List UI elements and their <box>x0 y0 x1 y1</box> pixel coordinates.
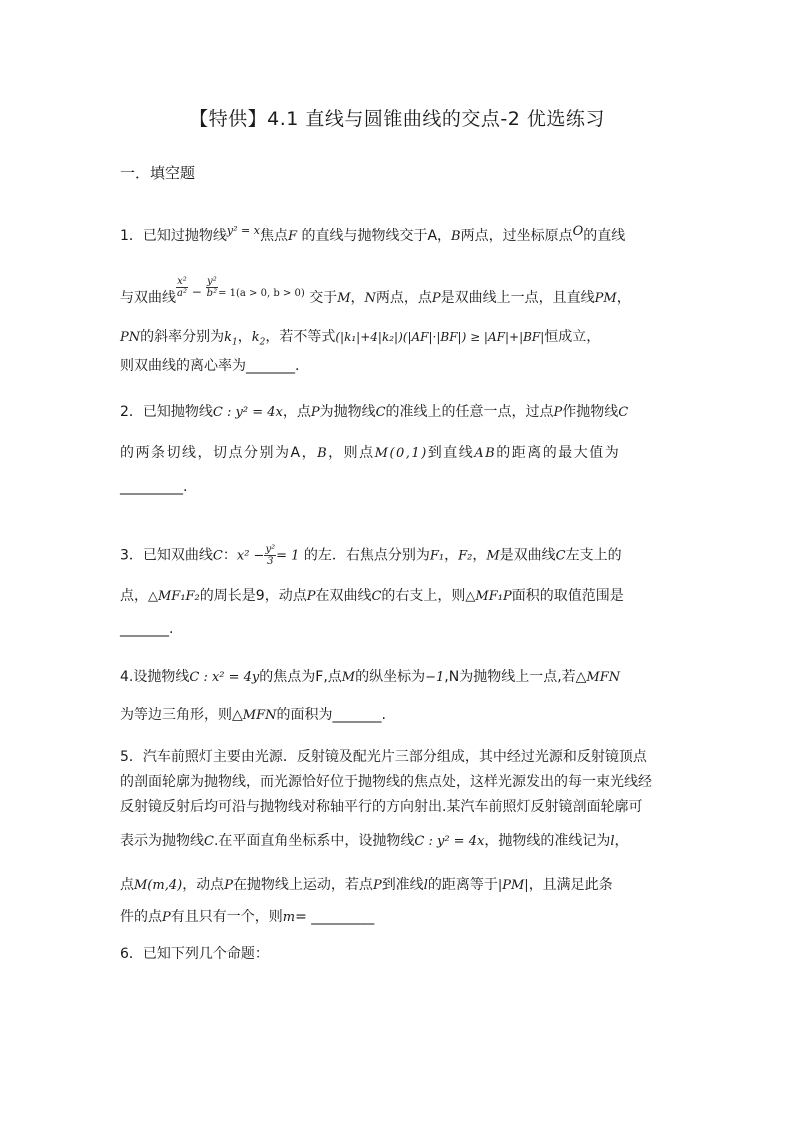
math: l <box>610 834 615 849</box>
fraction: $\frac{\text{y²}}{\text{b²}}$ <box>206 276 218 299</box>
text: ，且满足此条 <box>528 877 613 893</box>
math: B <box>317 446 329 461</box>
q3-line-2 <box>120 585 685 608</box>
text: 的距离的最大值为 <box>496 445 621 461</box>
text: ， <box>614 833 629 849</box>
math: k <box>251 330 260 345</box>
text: ， <box>472 547 487 564</box>
text: 的两条切线，切点分别为A， <box>120 445 318 461</box>
math: M <box>337 291 351 306</box>
math: B <box>451 229 461 244</box>
text: 的直线与抛物线交于A， <box>301 228 452 244</box>
q2-line-2 <box>120 442 685 465</box>
math: C <box>555 548 566 564</box>
math: P <box>162 910 171 925</box>
math: |PM| <box>497 878 529 893</box>
page-title: 【特供】4.1 直线与圆锥曲线的交点-2 优选练习 <box>189 108 605 130</box>
text: 在抛物线上运动，若点 <box>232 877 373 893</box>
q5-line-5 <box>120 874 685 897</box>
q5-line-2: 的剖面轮廓为抛物线，而光源恰好位于抛物线的焦点处，这样光源发出的每一束光线经 <box>120 774 652 790</box>
math: P <box>310 405 320 420</box>
text: 的右支上，则 <box>381 588 466 604</box>
text: ，动点 <box>182 877 225 893</box>
text: 焦点 <box>259 228 288 244</box>
math: △MF₁P <box>465 589 512 604</box>
math: C <box>371 589 382 604</box>
text: 与双曲线 <box>120 290 176 306</box>
math: y² = x <box>226 224 260 237</box>
text: 的周长是9，动点 <box>199 588 307 604</box>
text: 件的点 <box>120 909 162 925</box>
text: 左支上的 <box>565 547 622 564</box>
q1-line-3 <box>120 326 685 354</box>
q1-line-2: 与双曲线 $\frac{\text{x²}}{\text{a²}}$ − $\frac{\text{y²}}{\text{b²}}$ $^{= 1(a > 0, b > 0)}$ 交于M，N两点，点P是双曲线上一点，且直线PM， <box>120 276 631 306</box>
text: 为抛物线 <box>319 404 376 420</box>
math: −1 <box>425 670 445 685</box>
math: C <box>618 405 629 420</box>
text: ： <box>222 547 237 564</box>
math: C <box>375 405 386 420</box>
text: 交于 <box>309 290 338 306</box>
math: P <box>372 878 382 893</box>
text: 表示为抛物线 <box>120 833 204 849</box>
q3-line-3: _______. <box>120 621 174 637</box>
text: ， <box>237 329 252 345</box>
math: PN <box>120 330 141 345</box>
q4-line-2 <box>120 704 685 727</box>
math: l <box>423 878 428 893</box>
q4-line-1 <box>120 666 685 689</box>
math: (|k₁|+4|k₂|)(|AF|·|BF|) ≥ |AF|+|BF| <box>335 330 545 344</box>
math: P <box>431 291 441 306</box>
math: x² − <box>236 548 265 564</box>
q5-line-6 <box>120 906 685 929</box>
math: F <box>287 229 297 244</box>
q1-line-4: 则双曲线的离心率为_______. <box>120 358 300 374</box>
math: C : y² = 4x <box>212 405 283 420</box>
math: AB <box>474 446 497 461</box>
q5-line-3: 反射镜反射后均可沿与抛物线对称轴平行的方向射出.某汽车前照灯反射镜剖面轮廓可 <box>120 799 643 815</box>
math: F₂ <box>458 548 473 564</box>
fraction: $\frac{\text{x²}}{\text{a²}}$ <box>177 276 187 299</box>
text: 是双曲线上一点，且直线 <box>440 290 595 306</box>
text: 1．已知过抛物线 <box>120 228 227 244</box>
text: 是双曲线 <box>499 547 556 564</box>
text: .在平面直角坐标系中，设抛物线 <box>213 833 415 849</box>
math: MFN <box>586 670 621 685</box>
text: ，点 <box>282 404 311 420</box>
text: 两点，点 <box>375 290 432 306</box>
text: = _________ <box>295 909 375 925</box>
text: 在双曲线 <box>315 588 372 604</box>
text: ， <box>350 290 365 306</box>
math: P <box>553 405 563 420</box>
math: C <box>204 834 214 849</box>
math: $k_2$ <box>251 330 266 348</box>
math: PM <box>594 291 617 306</box>
math: P <box>306 589 316 604</box>
text: 的面积为_______. <box>276 707 386 723</box>
q5-line-4 <box>120 830 685 853</box>
text: ， <box>444 547 459 564</box>
math: MFN <box>242 708 277 723</box>
math: $k_1$ <box>224 330 238 348</box>
text: 作抛物线 <box>562 404 619 420</box>
math: C <box>212 548 223 564</box>
math: M <box>486 548 500 564</box>
text: 的直线 <box>583 228 626 244</box>
q2-line-3: _________. <box>120 479 188 495</box>
text: 的焦点为F,点 <box>259 669 342 685</box>
text: ，抛物线的准线记为 <box>484 833 611 849</box>
text: 3．已知双曲线 <box>120 547 213 564</box>
text: 点 <box>120 877 134 893</box>
math: C : x² = 4y <box>189 670 260 685</box>
text: 到直线 <box>427 445 475 461</box>
math: O <box>572 224 584 239</box>
text: 点， <box>120 588 148 604</box>
text: 有且只有一个，则 <box>170 909 283 925</box>
text: 的距离等于 <box>427 877 498 893</box>
math: F₁ <box>429 548 445 564</box>
fraction: $\frac{\text{y²}}{3}$ <box>265 544 276 567</box>
math: = 1 <box>276 548 300 564</box>
math: M(m,4) <box>134 878 183 893</box>
text: ，若不等式 <box>265 329 336 345</box>
q2-line-1 <box>120 401 685 424</box>
math: m <box>282 910 296 925</box>
q1-line-1 <box>120 220 685 248</box>
text: 4.设抛物线 <box>120 669 190 685</box>
text: 恒成立， <box>544 329 601 345</box>
math: N <box>364 291 376 306</box>
q3-line-1 <box>120 544 685 568</box>
math: k <box>224 330 233 345</box>
math: M <box>341 670 356 685</box>
text: ,N为抛物线上一点,若△ <box>444 669 587 685</box>
text: 为等边三角形，则△ <box>120 707 243 723</box>
text: 的左．右焦点分别为 <box>303 547 430 564</box>
text: 2．已知抛物线 <box>120 404 213 420</box>
text: ，则点 <box>328 445 375 461</box>
text: 两点，过坐标原点 <box>460 228 573 244</box>
text: 面积的取值范围是 <box>511 588 624 604</box>
text: 的斜率分别为 <box>140 329 225 345</box>
math: P <box>224 878 233 893</box>
text: 的准线上的任意一点，过点 <box>385 404 554 420</box>
math: △MF₁F₂ <box>148 589 200 604</box>
text: 到准线 <box>381 877 424 893</box>
text: 的纵坐标为 <box>355 669 426 685</box>
q6-line-1: 6．已知下列几个命题： <box>120 946 269 962</box>
section-heading: 一．填空题 <box>120 164 196 182</box>
math: M(0,1) <box>374 446 428 461</box>
math: C : y² = 4x <box>414 834 485 849</box>
q5-line-1: 5．汽车前照灯主要由光源．反射镜及配光片三部分组成，其中经过光源和反射镜顶点 <box>120 749 647 765</box>
text: ， <box>616 290 631 306</box>
math: = 1(a > 0, b > 0) <box>218 288 305 299</box>
